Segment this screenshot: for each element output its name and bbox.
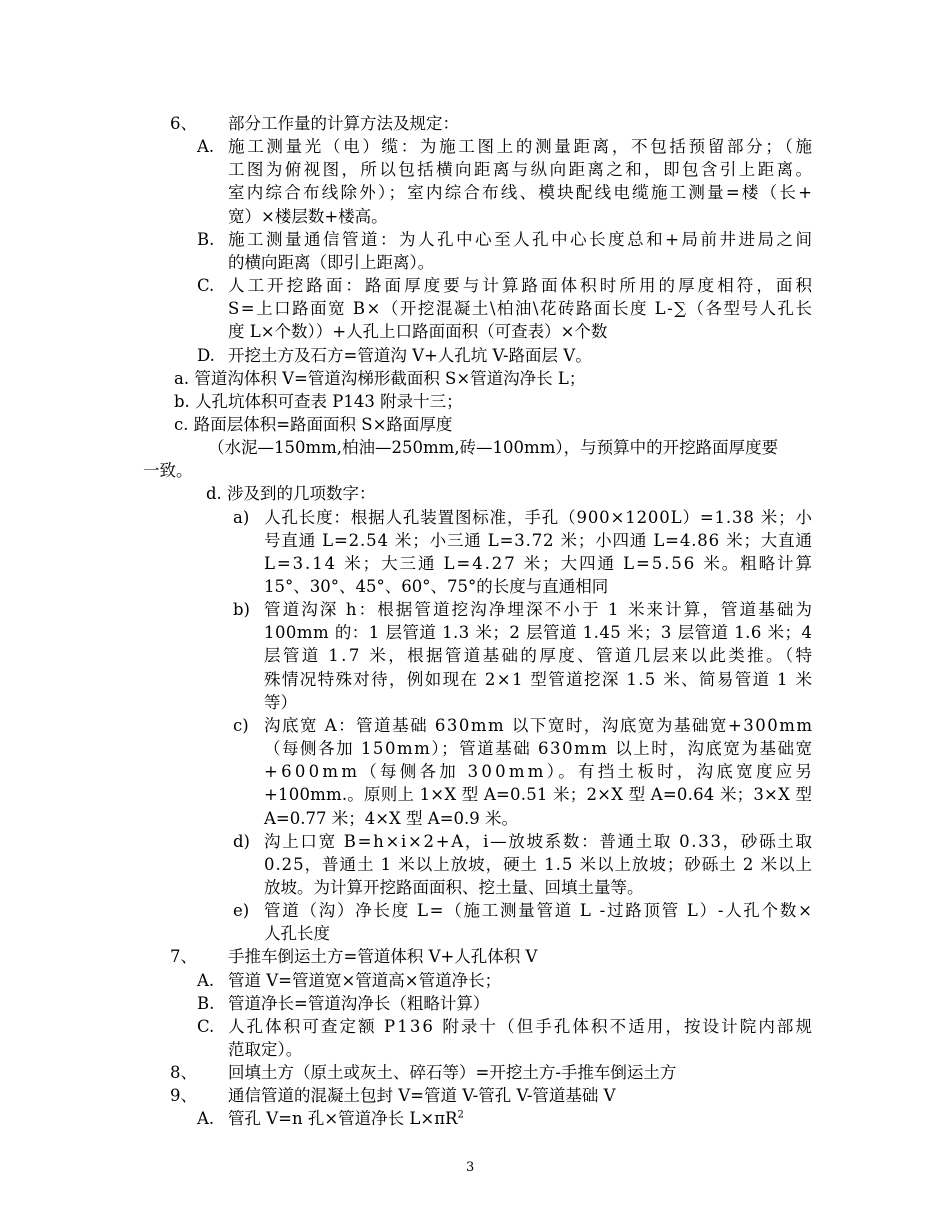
- item-marker: d): [233, 831, 250, 851]
- text-line: S=上口路面宽 B×（开挖混凝土\柏油\花砖路面长度 L-∑（各型号人孔长: [228, 299, 814, 319]
- text-line: 回填土方（原土或灰土、碎石等）=开挖土方-手推车倒运土方: [228, 1063, 677, 1083]
- text-line: 工图为俯视图，所以包括横向距离与纵向距离之和，即包含引上距离。: [228, 160, 815, 180]
- text-line: 等）: [264, 692, 297, 712]
- item-marker: 6、: [170, 114, 197, 133]
- item-marker: C.: [197, 1016, 215, 1036]
- superscript: 2: [457, 1109, 464, 1121]
- text-line: c. 路面层体积=路面面积 S×路面厚度: [174, 414, 453, 434]
- text-line: L=3.14 米；大三通 L=4.27 米；大四通 L=5.56 米。粗略计算: [264, 553, 814, 573]
- text-line: 100mm 的：1 层管道 1.3 米；2 层管道 1.45 米；3 层管道 1.6 米；4: [264, 623, 813, 643]
- text-line: 部分工作量的计算方法及规定：: [228, 114, 459, 133]
- item-marker: e): [233, 901, 250, 921]
- item-marker: D.: [197, 345, 215, 365]
- text-line: 人孔长度: [264, 924, 330, 944]
- text-line: 开挖土方及石方=管道沟 V+人孔坑 V-路面层 V。: [228, 345, 592, 365]
- item-marker: 7、: [170, 947, 197, 967]
- text-line: 管孔 V=n 孔×管道净长 $L\times\pi R^2$: [228, 1109, 464, 1129]
- item-marker: 8、: [170, 1063, 197, 1083]
- text-line: 0.25，普通土 1 米以上放坡，硬土 1.5 米以上放坡；砂砾土 2 米以上: [264, 854, 813, 874]
- text-line: 管道 V=管道宽×管道高×管道净长；: [228, 970, 502, 990]
- text-line: b. 人孔坑体积可查表 P143 附录十三；: [174, 391, 463, 411]
- text-line: +100mm.。原则上 1×X 型 A=0.51 米；2×X 型 A=0.64 米；3×X 型: [264, 785, 813, 805]
- text-line: 施工测量光（电）缆：为施工图上的测量距离，不包括预留部分；（施: [228, 137, 815, 157]
- text-line: 放坡。为计算开挖路面面积、挖土量、回填土量等。: [264, 877, 644, 897]
- text-line: 宽）×楼层数+楼高。: [228, 206, 388, 226]
- item-marker: A.: [197, 970, 215, 990]
- text-line: 的横向距离（即引上距离）。: [228, 252, 435, 272]
- text-line: a. 管道沟体积 V=管道沟梯形截面积 S×管道沟净长 L；: [174, 368, 586, 388]
- page-number: 3: [466, 1160, 475, 1175]
- text-line: 沟上口宽 B=h×i×2+A，i—放坡系数：普通土取 0.33，砂砾土取: [264, 831, 814, 851]
- text-line: 人孔长度：根据人孔装置图标准，手孔（900×1200L）=1.38 米；小: [264, 507, 813, 527]
- text-line: 人工开挖路面：路面厚度要与计算路面体积时所用的厚度相符，面积: [228, 276, 816, 296]
- text-line: 管道沟深 h：根据管道挖沟净埋深不小于 1 米来计算，管道基础为: [264, 600, 815, 620]
- text-line: 号直通 L=2.54 米；小三通 L=3.72 米；小四通 L=4.86 米；大直通: [264, 530, 813, 550]
- text-line: 一致。: [143, 461, 193, 481]
- text-line: 人孔体积可查定额 P136 附录十（但手孔体积不适用，按设计院内部规: [228, 1016, 815, 1036]
- text-line: 手推车倒运土方=管道体积 V+人孔体积 V: [228, 947, 538, 967]
- item-marker: b): [233, 600, 250, 620]
- text-line: 层管道 1.7 米，根据管道基础的厚度、管道几层来以此类推。（特: [264, 646, 815, 666]
- item-marker: A.: [197, 1109, 215, 1129]
- text-line: （水泥—150mm,柏油—250mm,砖—100mm），与预算中的开挖路面厚度要: [208, 438, 779, 458]
- item-marker: 9、: [170, 1086, 197, 1106]
- item-marker: c): [233, 715, 249, 735]
- item-marker: a): [233, 507, 250, 527]
- item-marker: A.: [197, 137, 215, 157]
- item-marker: B.: [197, 993, 215, 1013]
- text-line: 通信管道的混凝土包封 V=管道 V-管孔 V-管道基础 V: [228, 1086, 616, 1106]
- text-line: A=0.77 米；4×X 型 A=0.9 米。: [264, 808, 519, 828]
- text-line: 施工测量通信管道：为人孔中心至人孔中心长度总和+局前井进局之间: [228, 229, 815, 249]
- text-line: 范取定）。: [228, 1040, 303, 1059]
- text-line: 度 L×个数））+人孔上口路面面积（可查表）×个数: [228, 322, 608, 342]
- text-line: （每侧各加 150mm）；管道基础 630mm 以上时，沟底宽为基础宽: [264, 739, 814, 759]
- text-line: 管道（沟）净长度 L=（施工测量管道 L -过路顶管 L）-人孔个数×: [264, 901, 814, 921]
- item-marker: B.: [197, 229, 215, 249]
- item-marker: C.: [197, 276, 215, 296]
- text-line: 室内综合布线除外）；室内综合布线、模块配线电缆施工测量=楼（长+: [228, 183, 815, 203]
- text-line: d. 涉及到的几项数字：: [206, 484, 376, 504]
- text-line: +600mm（每侧各加 300mm）。有挡土板时，沟底宽度应另: [264, 762, 816, 782]
- text-line: 15°、30°、45°、60°、75°的长度与直通相同: [264, 577, 609, 596]
- text-line: 殊情况特殊对待，例如现在 2×1 型管道挖深 1.5 米、简易管道 1 米: [264, 669, 814, 689]
- text-line: 管道净长=管道沟净长（粗略计算）: [228, 993, 490, 1013]
- text-line: 沟底宽 A：管道基础 630mm 以下宽时，沟底宽为基础宽+300mm: [264, 715, 814, 735]
